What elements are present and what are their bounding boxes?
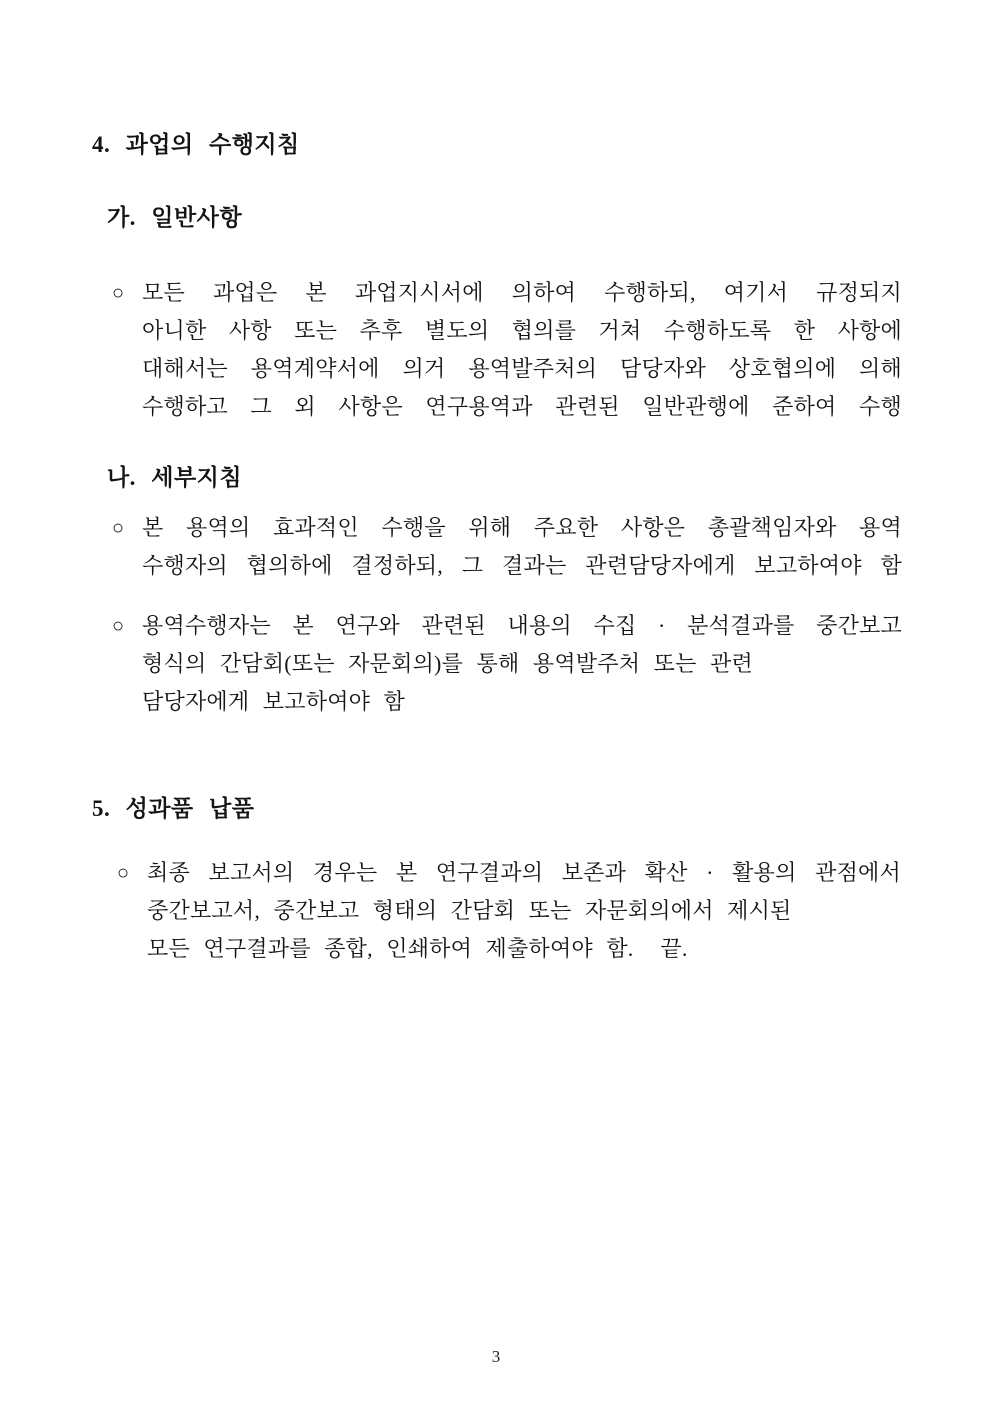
text-line: 담당자에게 보고하여야 함 (142, 689, 406, 714)
list-item (112, 607, 902, 721)
bullet-text (142, 274, 902, 426)
list-item (117, 854, 901, 968)
text-line: 용역수행자는 본 연구와 관련된 내용의 수집 · 분석결과를 중간보고 (142, 613, 902, 638)
subsection-ga-heading: 가. 일반사항 (107, 205, 243, 230)
text-line: 모든 연구결과를 종합, 인쇄하여 제출하여야 함. 끝. (147, 936, 688, 961)
text-line: 본 용역의 효과적인 수행을 위해 주요한 사항은 총괄책임자와 용역 (142, 515, 902, 540)
text-line: 아니한 사항 또는 추후 별도의 협의를 거쳐 수행하도록 한 사항에 (142, 318, 902, 343)
section-4-heading: 4. 과업의 수행지침 (92, 132, 300, 157)
circle-bullet-icon: ○ (112, 615, 125, 637)
circle-bullet-icon: ○ (112, 517, 125, 539)
text-line: 중간보고서, 중간보고 형태의 간담회 또는 자문회의에서 제시된 (147, 898, 792, 923)
circle-bullet-icon: ○ (117, 862, 130, 884)
bullet-text (147, 854, 901, 968)
list-item (112, 509, 902, 585)
text-line: 수행자의 협의하에 결정하되, 그 결과는 관련담당자에게 보고하여야 함 (142, 553, 902, 578)
page-number: 3 (491, 1347, 501, 1366)
section-5-heading: 5. 성과품 납품 (92, 796, 255, 821)
bullet-text (142, 509, 902, 585)
text-line: 최종 보고서의 경우는 본 연구결과의 보존과 확산 · 활용의 관점에서 (147, 860, 901, 885)
circle-bullet-icon: ○ (112, 282, 125, 304)
text-line: 대해서는 용역계약서에 의거 용역발주처의 담당자와 상호협의에 의해 (142, 356, 902, 381)
text-line: 형식의 간담회(또는 자문회의)를 통해 용역발주처 또는 관련 (142, 651, 753, 676)
bullet-text (142, 607, 902, 721)
list-item (112, 274, 902, 426)
subsection-na-heading: 나. 세부지침 (107, 465, 243, 490)
text-line: 모든 과업은 본 과업지시서에 의하여 수행하되, 여기서 규정되지 (142, 280, 902, 305)
text-line: 수행하고 그 외 사항은 연구용역과 관련된 일반관행에 준하여 수행 (142, 394, 902, 419)
